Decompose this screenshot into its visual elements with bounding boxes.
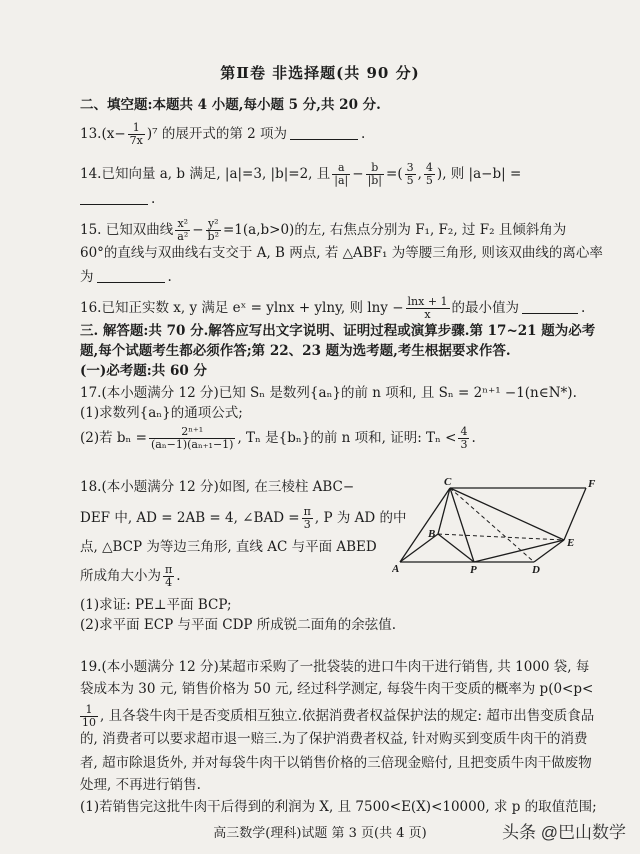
question-14: 14.已知向量 a, b 满足, |a|=3, |b|=2, 且 $\frac{a}{|a|}$ − $\frac{b}{|b|}$ =( $\frac{3}{5}$ , $\frac{4}{5}$ ), 则 |a−b| = [80,161,522,187]
question-18-line4: 所成角大小为 $\frac{\pi}{4}$ . [80,563,181,589]
answer-blank-16[interactable] [522,313,578,314]
question-18-part2: (2)求平面 ECP 与平面 CDP 所成锐二面角的余弦值. [80,617,397,633]
page-footer: 高三数学(理科)试题 第 3 页(共 4 页) [213,826,427,841]
answer-blank-15[interactable] [97,282,165,283]
label-C: C [444,476,452,488]
prism-figure [392,474,606,574]
question-19: 19.(本小题满分 12 分)某超市采购了一批袋装的进口牛肉干进行销售, 共 1000 袋, 每 [80,659,590,675]
question-15-line3: 为 . [80,269,172,285]
question-18-line2: DEF 中, AD = 2AB = 4, ∠BAD = $\frac{\pi}{3}$ , P 为 AD 的中 [80,505,407,531]
question-19-line5: 者, 超市除退货外, 并对每袋牛肉干以销售价格的三倍现金赔付, 且把变质牛肉干做废物 [80,755,592,771]
label-F: F [588,478,596,490]
part3-subheader: (一)必考题:共 60 分 [80,363,207,379]
question-18-part1: (1)求证: PE⊥平面 BCP; [80,597,232,613]
edge-PE [474,540,564,562]
question-16: 16.已知正实数 x, y 满足 eˣ = ylnx + ylny, 则 lny − $\frac{\ln x + 1}{x}$ 的最小值为 . [80,295,586,321]
question-13: 13.(x− $\frac{1}{7x}$ )⁷ 的展开式的第 2 项为 . [80,121,366,147]
label-A: A [392,563,400,574]
edge-CE [450,488,564,540]
question-14-line2: . [80,190,600,208]
q13-fraction: $\frac{1}{7x}$ [129,121,143,147]
label-P: P [470,564,477,574]
answer-blank-14[interactable] [80,204,148,205]
question-19-line4: 的, 消费者可以要求超市退一赔三.为了保护消费者权益, 针对购买到变质牛肉干的消费 [80,731,588,747]
question-19-line6: 处理, 不再进行销售. [80,777,201,793]
edge-BC [438,488,450,534]
question-17-part2: (2)若 bₙ = $\frac{\text{2ⁿ⁺¹}}{\text{(aₙ−1)(aₙ₊₁−1)}}$ , Tₙ 是{bₙ}的前 n 项和, 证明: Tₙ < $\frac{4}{3}$ . [80,425,476,451]
question-15: 15. 已知双曲线 $\frac{\text{x²}}{\text{a²}}$ − $\frac{\text{y²}}{\text{b²}}$ =1(a,b>0)的左, 右焦点分别为 F₁, F₂, 过 F₂ 且倾斜角为 [80,217,567,243]
question-18-line3: 点, △BCP 为等边三角形, 直线 AC 与平面 ABED [80,539,377,555]
part2-header: 二、填空题:本题共 4 小题,每小题 5 分,共 20 分. [80,97,381,113]
question-17: 17.(本小题满分 12 分)已知 Sₙ 是数列{aₙ}的前 n 项和, 且 Sₙ = 2ⁿ⁺¹ −1(n∈N*). [80,385,577,401]
edge-AC [400,488,450,562]
hidden-edge-BE [438,534,564,540]
question-19-part1: (1)若销售完这批牛肉干后得到的利润为 X, 且 7500<E(X)<10000, 求 p 的取值范围; [80,799,597,815]
question-19-line2: 袋成本为 30 元, 销售价格为 50 元, 经过科学测定, 每袋牛肉干变质的概率为 p(0<p< [80,681,594,697]
q13-suffix: )⁷ 的展开式的第 2 项为 [146,126,288,142]
edge-BP [438,534,474,562]
section-title: 第Ⅱ卷 非选择题(共 90 分) [220,64,420,82]
answer-blank-13[interactable] [290,139,358,140]
edge-FE [564,488,586,540]
label-E: E [567,537,575,549]
question-19-line3: $\frac{1}{10}$ , 且各袋牛肉干是否变质相互独立.依据消费者权益保护法的规定: 超市出售变质食品 [82,703,595,729]
part3-header-line1: 三. 解答题:共 70 分.解答应写出文字说明、证明过程或演算步骤.第 17~21 题为必考 [80,323,596,339]
part3-header-line2: 题,每个试题考生都必须作答;第 22、23 题为选考题,考生根据要求作答. [80,343,511,359]
label-B: B [428,528,436,540]
question-15-line2: 60°的直线与双曲线右支交于 A, B 两点, 若 △ABF₁ 为等腰三角形, 则该双曲线的离心率 [80,245,603,261]
question-18: 18.(本小题满分 12 分)如图, 在三棱柱 ABC− [80,479,355,495]
question-17-part1: (1)求数列{aₙ}的通项公式; [80,405,243,421]
watermark: 头条 @巴山数学 [502,823,626,842]
label-D: D [532,564,540,574]
q13-prefix: 13.(x− [80,126,126,142]
